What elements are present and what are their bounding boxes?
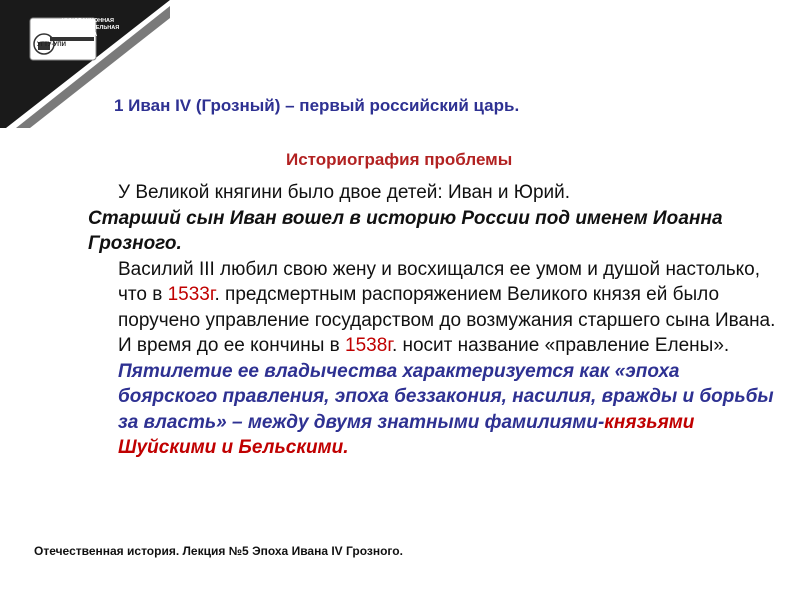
footer-lecture-caption: Отечественная история. Лекция №5 Эпоха Ивана IV Грозного. bbox=[34, 544, 403, 558]
vasily-text-c: . носит название «правление Елены». bbox=[391, 335, 730, 356]
year-1538: 1538г bbox=[345, 335, 392, 356]
logo-text-1: ИННОВАЦИОННАЯ bbox=[62, 18, 114, 24]
vasily-text-b: . предсмертным распоряжением Великого князя ей было поручено управление государством до возмужания старшего сына Ивана. И время до ее кончины в bbox=[118, 284, 776, 356]
slide-title: 1 Иван IV (Грозный) – первый российский царь. bbox=[114, 96, 520, 115]
section-subtitle: Историография проблемы bbox=[286, 150, 513, 169]
boyar-rule-text: Пятилетие ее владычества характеризуется как «эпоха боярского правления, эпоха беззакония, насилия, вражды и борьбы за власть» – между двумя знатными фамилиями- bbox=[118, 360, 774, 433]
logo-text-3: ПРОГРАММА bbox=[62, 32, 98, 38]
paragraph-boyar-rule bbox=[68, 359, 780, 461]
paragraph-children: У Великой княгини было двое детей: Иван и Юрий. bbox=[118, 182, 571, 203]
princes-names: князьями Шуйскими и Бельскими. bbox=[118, 411, 695, 458]
logo-text-4: УГТУ-УПИ bbox=[37, 42, 66, 48]
vasily-text-a: Василий III любил свою жену и восхищался ее умом и душой настолько, что в bbox=[118, 258, 760, 305]
body-text bbox=[68, 180, 780, 461]
logo-text-2: ОБРАЗОВАТЕЛЬНАЯ bbox=[62, 25, 120, 31]
paragraph-elder-son: Старший сын Иван вошел в историю России под именем Иоанна Грозного. bbox=[88, 207, 723, 254]
year-1533: 1533г bbox=[167, 284, 215, 305]
paragraph-vasily bbox=[68, 257, 780, 359]
